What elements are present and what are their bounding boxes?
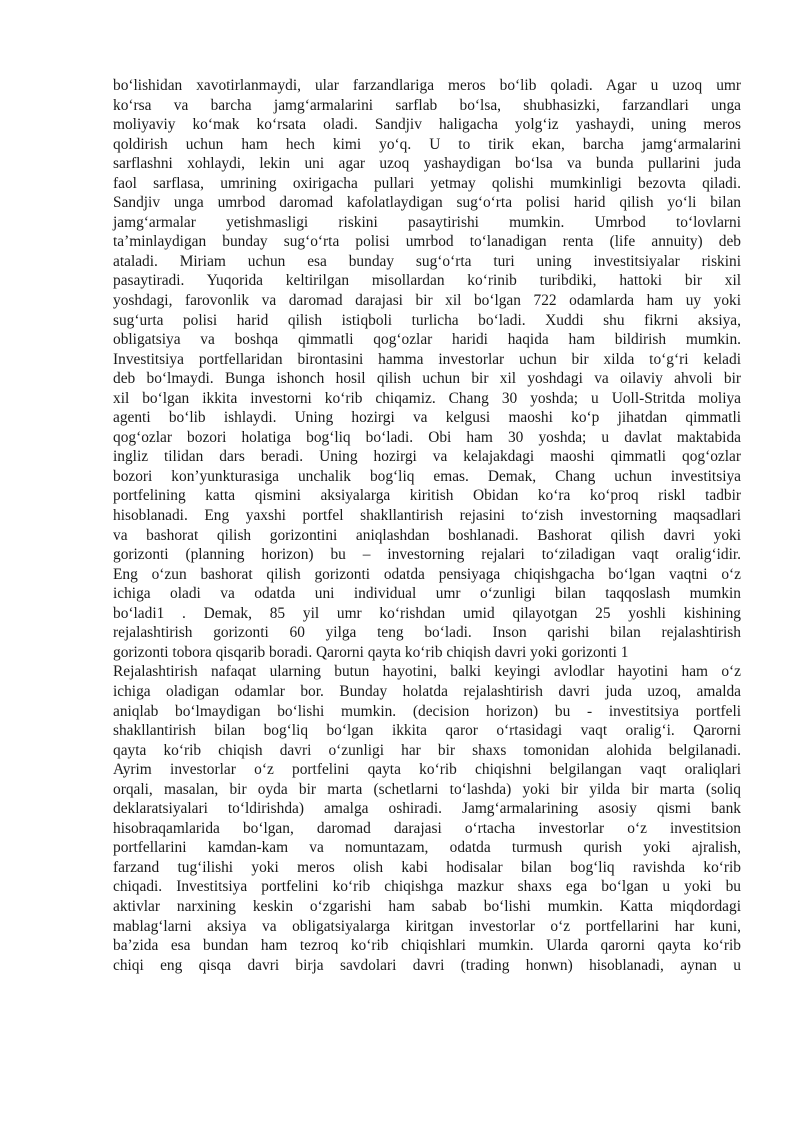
text-line: Ayrim investorlar o‘z portfelini qayta ko‘rib chiqishni belgilangan vaqt oraliqlari bbox=[113, 761, 741, 779]
text-line: aktivlar narxining keskin o‘zgarishi ham sabab bo‘lishi mumkin. Katta miqdordagi bbox=[113, 897, 741, 915]
text-line: Investitsiya portfellaridan birontasini hamma investorlar uchun bir xilda to‘g‘ri keladi bbox=[113, 350, 741, 368]
text-line: qayta ko‘rib chiqish davri o‘zunligi har bir shaxs tomonidan alohida belgilanadi. bbox=[113, 741, 741, 759]
text-line: xil bo‘lgan ikkita investorni ko‘rib chiqamiz. Chang 30 yoshda; u Uoll-Stritda moliya bbox=[113, 389, 741, 407]
text-line: qog‘ozlar bozori holatiga bog‘liq bo‘ladi. Obi ham 30 yoshda; u davlat maktabida bbox=[113, 428, 741, 446]
text-line: ichiga oladigan odamlar bor. Bunday holatda rejalashtirish davri juda uzoq, amalda bbox=[113, 682, 741, 700]
text-line: chiqi eng qisqa davri birja savdolari davri (trading honwn) hisoblanadi, aynan u bbox=[113, 956, 741, 974]
text-line: gorizonti tobora qisqarib boradi. Qarorni qayta ko‘rib chiqish davri yoki gorizonti 1 bbox=[113, 643, 629, 661]
text-line: yoshdagi, farovonlik va daromad darajasi bir xil bo‘lgan 722 odamlarda ham uy yoki bbox=[113, 292, 741, 310]
document-body bbox=[113, 76, 741, 975]
text-line: ataladi. Miriam uchun esa bunday sug‘o‘rta turi uning investitsiyalar riskini bbox=[113, 252, 741, 270]
text-line: ingliz tilidan dars beradi. Uning hozirgi va kelajakdagi maoshi qimmatli qog‘ozlar bbox=[113, 448, 741, 466]
text-line: bozori kon’yunkturasiga unchalik bog‘liq emas. Demak, Chang uchun investitsiya bbox=[113, 467, 741, 485]
text-line: ichiga oladi va odatda uni individual umr o‘zunligi bilan taqqoslash mumkin bbox=[113, 585, 741, 603]
text-line: deb bo‘lmaydi. Bunga ishonch hosil qilish uchun bir xil yoshdagi va oilaviy ahvoli bir bbox=[113, 370, 741, 388]
text-line: ko‘rsa va barcha jamg‘armalarini sarflab bo‘lsa, shubhasizki, farzandlari unga bbox=[113, 96, 741, 114]
text-line: portfelining katta qismini aksiyalarga kiritish Obidan ko‘ra ko‘proq riskl tadbir bbox=[113, 487, 741, 505]
text-line: Sandjiv unga umrbod daromad kafolatlaydigan sug‘o‘rta polisi harid qilish yo‘li bilan bbox=[113, 194, 741, 212]
text-line: agenti bo‘lib ishlaydi. Uning hozirgi va kelgusi maoshi ko‘p jihatdan qimmatli bbox=[113, 409, 741, 427]
text-line: orqali, masalan, bir oyda bir marta (schetlarni to‘lashda) yoki bir yilda bir marta (soliq bbox=[113, 780, 741, 798]
text-line: faol sarflasa, umrining oxirigacha pullari yetmay qolishi mumkinligi bezovta qiladi. bbox=[113, 174, 741, 192]
text-line: shakllantirish bilan bog‘liq bo‘lgan ikkita qaror o‘rtasidagi vaqt oralig‘i. Qarorni bbox=[113, 722, 741, 740]
text-line: chiqadi. Investitsiya portfelini ko‘rib chiqishga mazkur shaxs ega bo‘lgan u yoki bu bbox=[113, 878, 741, 896]
text-line: ta’minlaydigan bunday sug‘o‘rta polisi umrbod to‘lanadigan renta (life annuity) deb bbox=[113, 233, 741, 251]
text-line: hisoblanadi. Eng yaxshi portfel shakllantirish rejasini to‘zish investorning maqsadlari bbox=[113, 507, 741, 525]
text-line: jamg‘armalar yetishmasligi riskini pasaytirishi mumkin. Umrbod to‘lovlarni bbox=[113, 213, 741, 231]
text-line: pasaytiradi. Yuqorida keltirilgan misollardan ko‘rinib turibdiki, hattoki bir xil bbox=[113, 272, 741, 290]
text-line: moliyaviy ko‘mak ko‘rsata oladi. Sandjiv haligacha yolg‘iz yashaydi, uning meros bbox=[113, 116, 741, 134]
text-line: ba’zida esa bundan ham tezroq ko‘rib chiqishlari mumkin. Ularda qarorni qayta ko‘rib bbox=[113, 937, 741, 955]
text-line: bo‘lishidan xavotirlanmaydi, ular farzandlariga meros bo‘lib qoladi. Agar u uzoq umr bbox=[113, 77, 741, 94]
text-line: va bashorat qilish gorizontini aniqlashdan boshlanadi. Bashorat qilish davri yoki bbox=[113, 526, 741, 544]
text-line: rejalashtirish gorizonti 60 yilga teng bo‘ladi. Inson qarishi bilan rejalashtirish bbox=[113, 624, 741, 642]
text-line: sarflashni xohlaydi, lekin uni agar uzoq yashaydigan bo‘lsa va bunda pullarini juda bbox=[113, 155, 741, 173]
text-line: aniqlab bo‘lmaydigan bo‘lishi mumkin. (decision horizon) bu - investitsiya portfeli bbox=[113, 702, 741, 720]
text-line: gorizonti (planning horizon) bu – investorning rejalari to‘ziladigan vaqt oralig‘idir. bbox=[113, 546, 741, 564]
text-line: obligatsiya va boshqa qimmatli qog‘ozlar haridi haqida ham bildirish mumkin. bbox=[113, 331, 741, 349]
text-line: bo‘ladi1 . Demak, 85 yil umr ko‘rishdan umid qilayotgan 25 yoshli kishining bbox=[113, 604, 741, 622]
text-line: deklaratsiyalari to‘ldirishda) amalga oshiradi. Jamg‘armalarining asosiy qismi bank bbox=[113, 800, 741, 818]
text-line: farzand tug‘ilishi yoki meros olish kabi hodisalar bilan bog‘liq ravishda ko‘rib bbox=[113, 858, 741, 876]
text-line: portfellarini kamdan-kam va nomuntazam, odatda turmush qurish yoki ajralish, bbox=[113, 839, 741, 857]
text-line: Rejalashtirish nafaqat ularning butun hayotini, balki keyingi avlodlar hayotini ham o‘z bbox=[113, 663, 741, 681]
text-line: Eng o‘zun bashorat qilish gorizonti odatda pensiyaga chiqishgacha bo‘lgan vaqtni o‘z bbox=[113, 565, 741, 583]
text-line: sug‘urta polisi harid qilish istiqboli turlicha bo‘ladi. Xuddi shu fikrni aksiya, bbox=[113, 311, 741, 329]
text-line: mablag‘larni aksiya va obligatsiyalarga kiritgan investorlar o‘z portfellarini har kuni, bbox=[113, 917, 741, 935]
text-line: hisobraqamlarida bo‘lgan, daromad darajasi o‘rtacha investorlar o‘z investitsion bbox=[113, 819, 741, 837]
text-line: qoldirish uchun ham hech kimi yo‘q. U to tirik ekan, barcha jamg‘armalarini bbox=[113, 135, 741, 153]
